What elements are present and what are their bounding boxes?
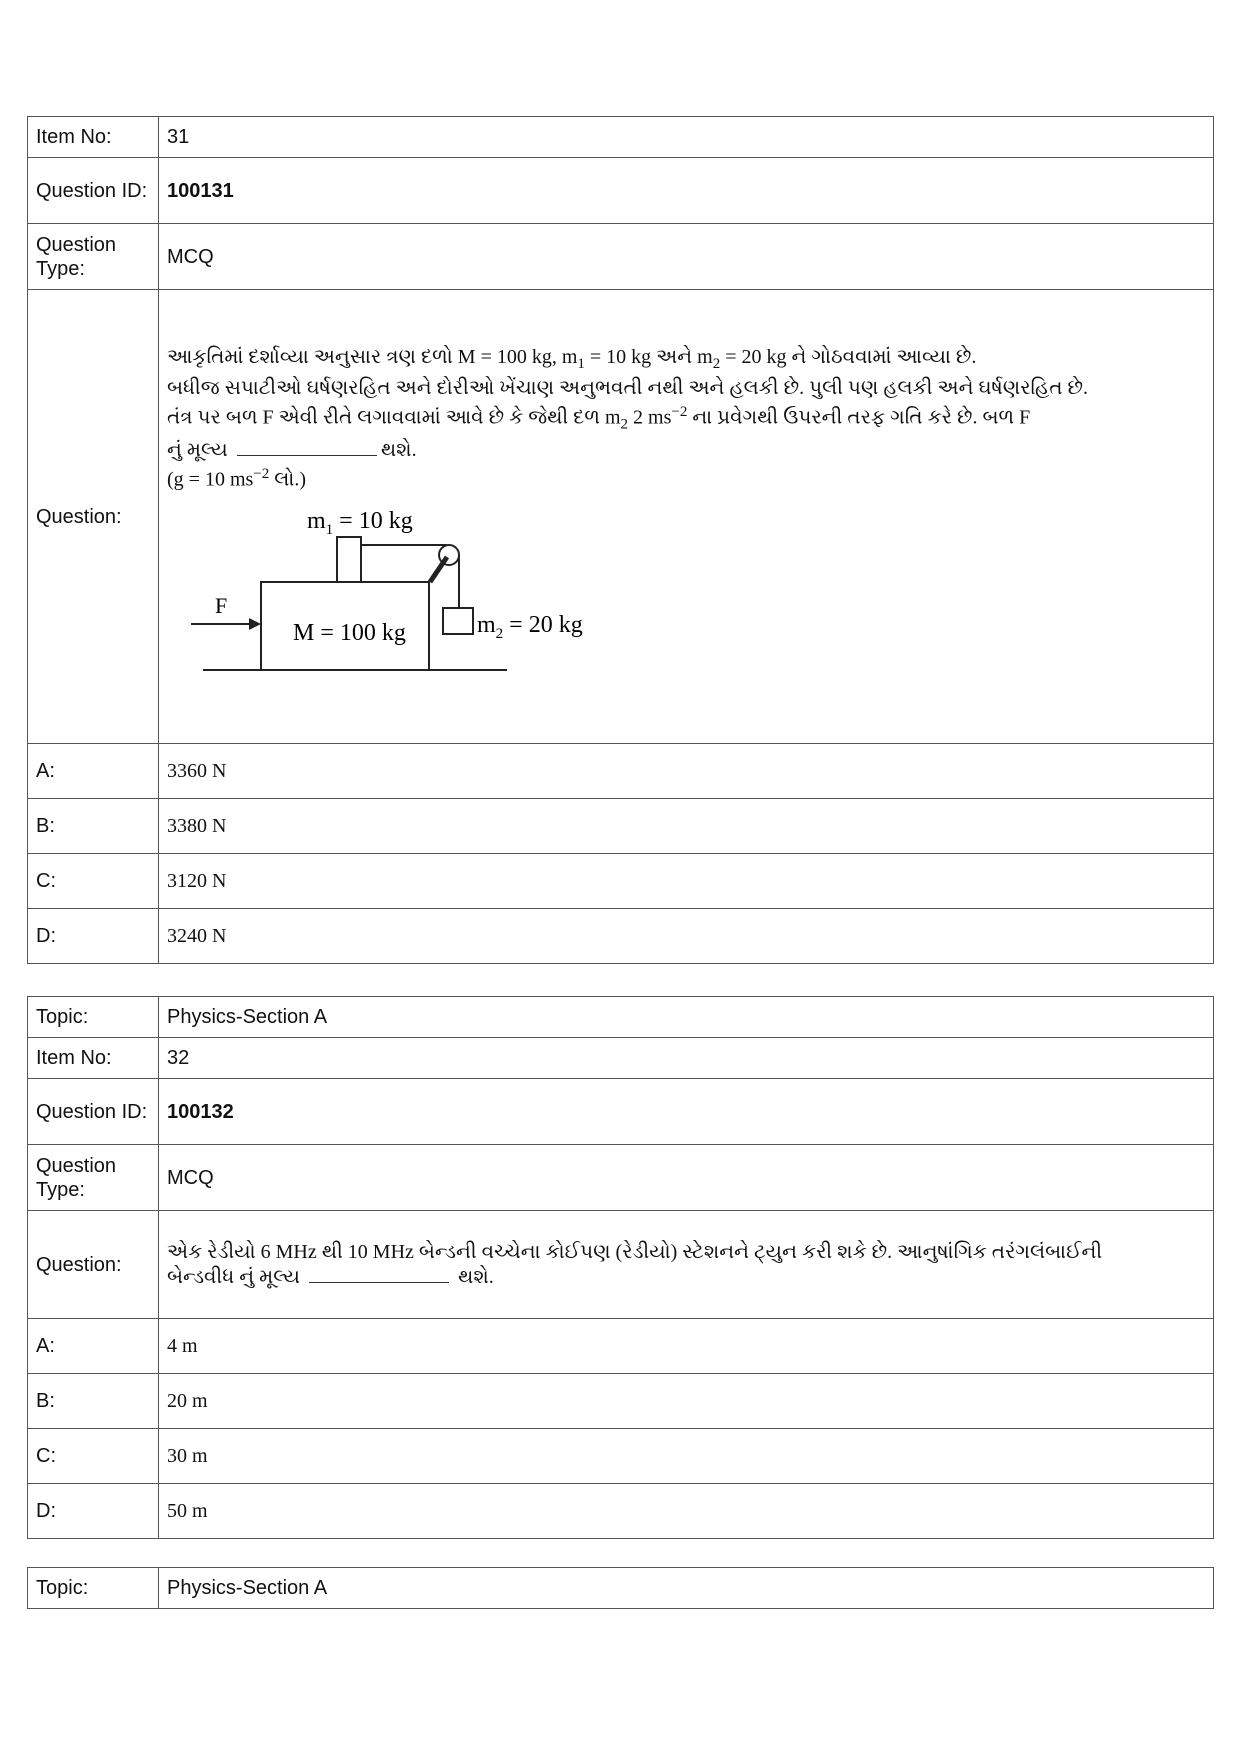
force-label: F (215, 592, 228, 618)
item-no-row (28, 117, 1214, 158)
option-c-value: 3120 N (159, 854, 1214, 909)
question-line-5: (g = 10 $ms^{-2}$ લો.) (167, 466, 307, 491)
m1-label: $m_1 = 10$ kg (307, 507, 413, 538)
option-b-value: 20 m (159, 1374, 1214, 1429)
question-id-value: 100131 (159, 158, 1214, 224)
question-line-2: બધીજ સપાટીઓ ઘર્ષણરહિત અને દોરીઓ ખેંચાણ અનુભવતી નથી અને હલકી છે. પુલી પણ હલકી અને ઘર્ષણરહિત છે. (167, 377, 1088, 400)
question-line-1: આકૃતિમાં દર્શાવ્યા અનુસાર ત્રણ દળો M = 100 kg, $m_1 = 10$ kg અને $m_2 = 20$ kg ને ગોઠવવામાં આવ્યા છે. (167, 346, 977, 373)
option-a-value: 3360 N (159, 744, 1214, 799)
option-c-label: C: (28, 1429, 159, 1484)
question-type-label: Question Type: (28, 224, 159, 290)
option-a-row (28, 744, 1214, 799)
option-d-label: D: (28, 909, 159, 964)
question-line-4: નું મૂલ્ય થશે. (167, 439, 417, 461)
option-a-value: 4 m (159, 1319, 1214, 1374)
question-line-3: તંત્ર પર બળ F એવી રીતે લગાવવામાં આવે છે કે જેથી દળ $m_2$ 2 $ms^{-2}$ ના પ્રવેગથી ઉપરની તરફ ગતિ કરે છે. બળ F (167, 404, 1031, 433)
question-type-row (28, 224, 1214, 290)
m1-block (337, 537, 361, 582)
big-block-label: M = 100 kg (293, 619, 406, 646)
question-type-value: MCQ (159, 1145, 1214, 1211)
item-no-label: Item No: (28, 1038, 159, 1079)
topic-value: Physics-Section A (159, 997, 1214, 1038)
pulley-support (430, 557, 447, 582)
question-label: Question: (28, 1211, 159, 1319)
question-label: Question: (28, 290, 159, 744)
item-no-row (28, 1038, 1214, 1079)
option-b-label: B: (28, 799, 159, 854)
question-32-table (27, 996, 1214, 1539)
option-c-label: C: (28, 854, 159, 909)
topic-row (28, 997, 1214, 1038)
question-33-table (27, 1567, 1214, 1609)
question-text (159, 290, 1214, 744)
question-line-1: એક રેડીયો 6 MHz થી 10 MHz બેન્ડની વચ્ચેના કોઈપણ (રેડીયો) સ્ટેશનને ટ્યુન કરી શકે છે. આનુષાંગિક તરંગલંબાઈની (167, 1241, 1103, 1263)
question-id-row (28, 1079, 1214, 1145)
m2-label: $m_2 = 20$ kg (477, 611, 583, 642)
option-a-label: A: (28, 744, 159, 799)
item-no-label: Item No: (28, 117, 159, 158)
option-b-value: 3380 N (159, 799, 1214, 854)
arrow-head-icon (249, 618, 261, 630)
question-id-label: Question ID: (28, 1079, 159, 1145)
topic-value: Physics-Section A (159, 1568, 1214, 1609)
option-c-value: 30 m (159, 1429, 1214, 1484)
option-c-row (28, 854, 1214, 909)
question-id-row (28, 158, 1214, 224)
option-d-row (28, 1484, 1214, 1539)
answer-blank (237, 437, 377, 456)
option-a-row (28, 1319, 1214, 1374)
question-31-table (27, 116, 1214, 964)
topic-row (28, 1568, 1214, 1609)
topic-label: Topic: (28, 1568, 159, 1609)
question-id-value: 100132 (159, 1079, 1214, 1145)
option-b-row (28, 799, 1214, 854)
option-d-label: D: (28, 1484, 159, 1539)
option-b-label: B: (28, 1374, 159, 1429)
option-d-row (28, 909, 1214, 964)
pulley-block-diagram (177, 500, 617, 680)
question-row (28, 290, 1214, 744)
question-text (159, 1211, 1214, 1319)
m2-block (443, 608, 473, 634)
topic-label: Topic: (28, 997, 159, 1038)
question-type-label: Question Type: (28, 1145, 159, 1211)
option-b-row (28, 1374, 1214, 1429)
question-id-label: Question ID: (28, 158, 159, 224)
option-a-label: A: (28, 1319, 159, 1374)
question-type-value: MCQ (159, 224, 1214, 290)
item-no-value: 32 (159, 1038, 1214, 1079)
item-no-value: 31 (159, 117, 1214, 158)
question-type-row (28, 1145, 1214, 1211)
option-d-value: 3240 N (159, 909, 1214, 964)
option-d-value: 50 m (159, 1484, 1214, 1539)
question-line-2: બેન્ડવીધ નું મૂલ્ય થશે. (167, 1266, 494, 1288)
option-c-row (28, 1429, 1214, 1484)
answer-blank (309, 1264, 449, 1283)
question-row (28, 1211, 1214, 1319)
